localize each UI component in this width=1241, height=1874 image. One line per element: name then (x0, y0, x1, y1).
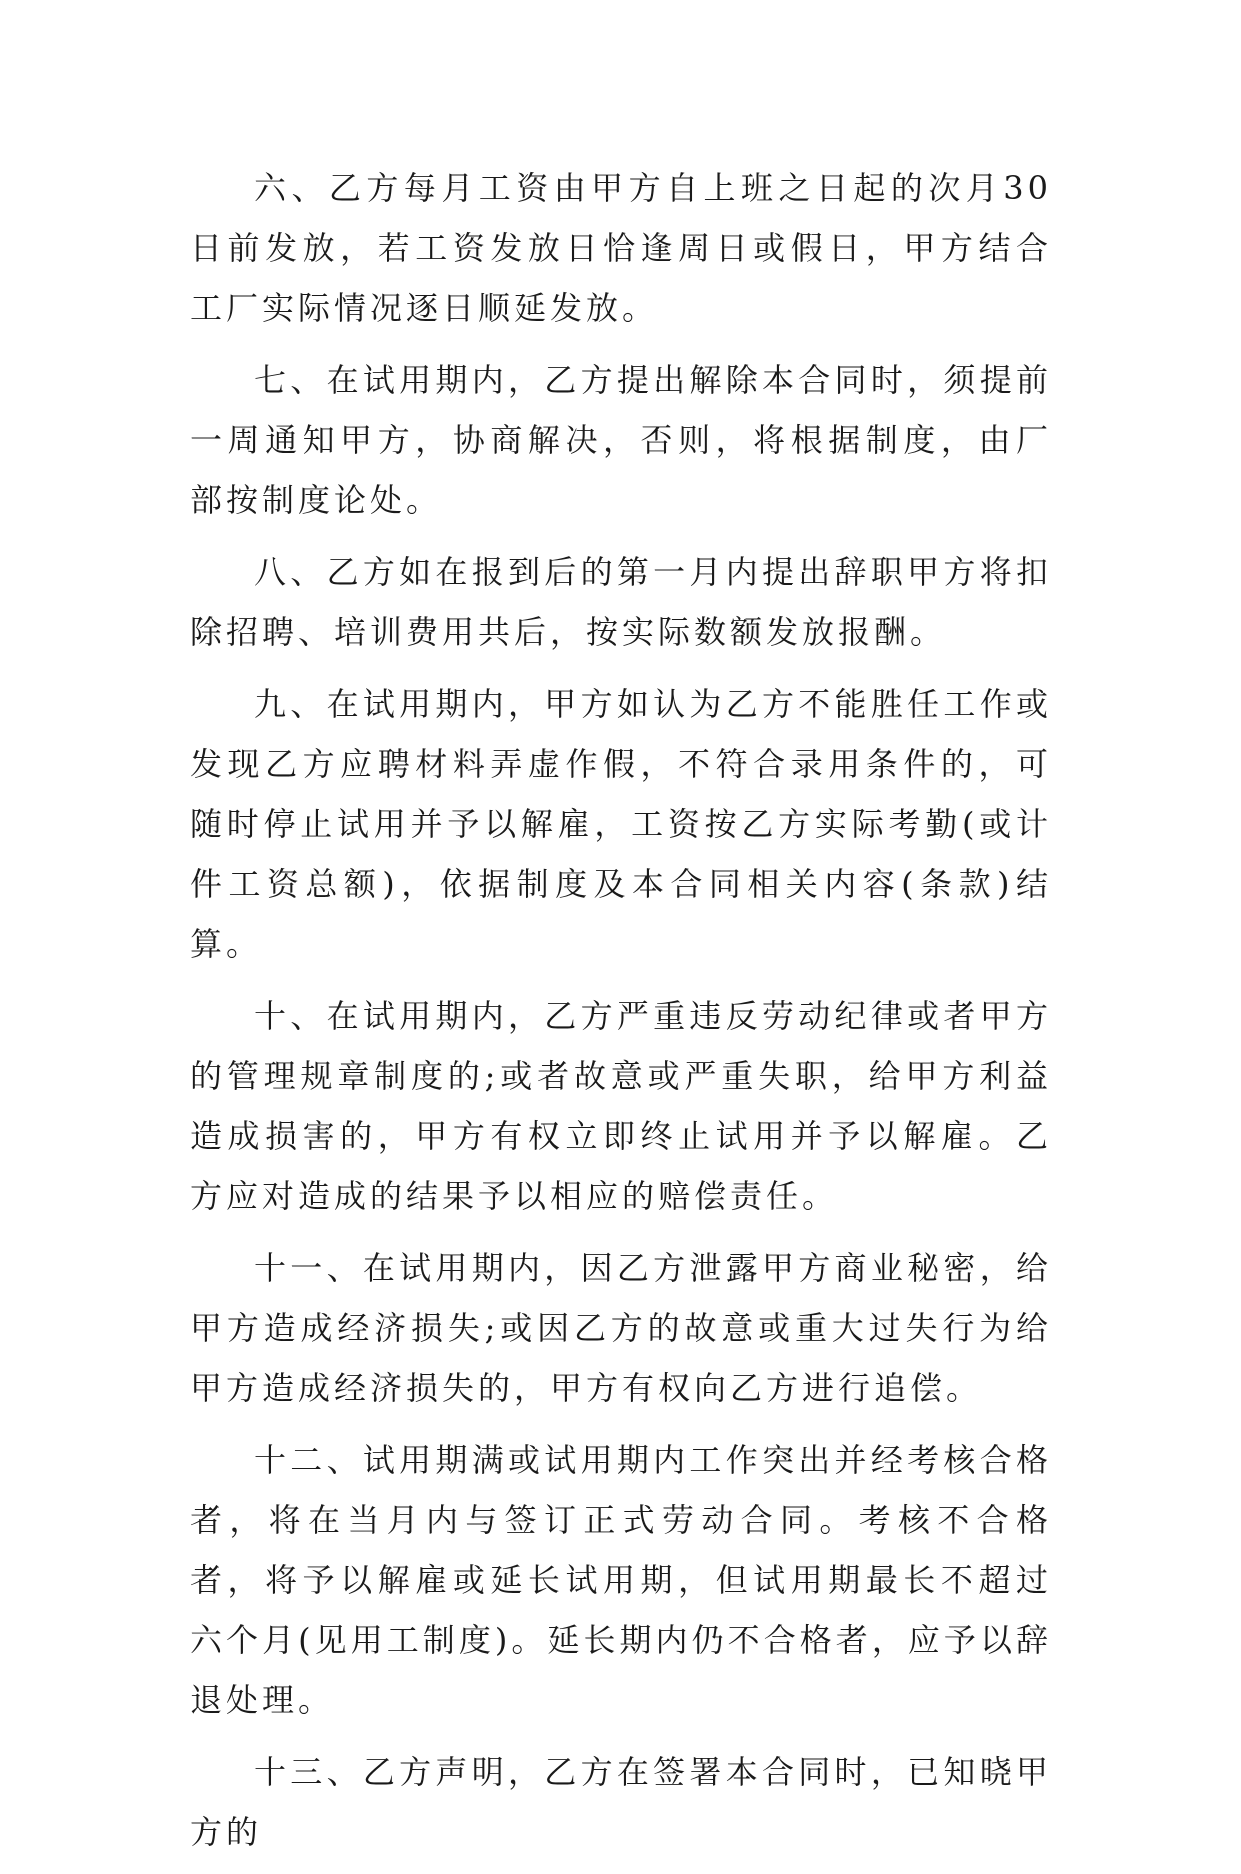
clause-11-paragraph: 十一、在试用期内，因乙方泄露甲方商业秘密，给甲方造成经济损失;或因乙方的故意或重大过失行为给甲方造成经济损失的，甲方有权向乙方进行追偿。 (190, 1249, 1052, 1407)
clause-8-paragraph: 八、乙方如在报到后的第一月内提出辞职甲方将扣除招聘、培训费用共后，按实际数额发放报酬。 (190, 553, 1052, 651)
document-body (190, 158, 1052, 1874)
clause-9-paragraph: 九、在试用期内，甲方如认为乙方不能胜任工作或发现乙方应聘材料弄虚作假，不符合录用条件的，可随时停止试用并予以解雇，工资按乙方实际考勤(或计件工资总额)，依据制度及本合同相关内容(条款)结算。 (190, 685, 1052, 963)
clause-10-paragraph: 十、在试用期内，乙方严重违反劳动纪律或者甲方的管理规章制度的;或者故意或严重失职，给甲方利益造成损害的，甲方有权立即终止试用并予以解雇。乙方应对造成的结果予以相应的赔偿责任。 (190, 997, 1052, 1215)
clause-7-paragraph: 七、在试用期内，乙方提出解除本合同时，须提前一周通知甲方，协商解决，否则，将根据制度，由厂部按制度论处。 (190, 361, 1052, 519)
clause-6-paragraph: 六、乙方每月工资由甲方自上班之日起的次月30日前发放，若工资发放日恰逢周日或假日，甲方结合工厂实际情况逐日顺延发放。 (190, 169, 1052, 327)
clause-13-paragraph: 十三、乙方声明，乙方在签署本合同时，已知晓甲方的 (190, 1753, 1052, 1851)
clause-12-paragraph: 十二、试用期满或试用期内工作突出并经考核合格者，将在当月内与签订正式劳动合同。考核不合格者，将予以解雇或延长试用期，但试用期最长不超过六个月(见用工制度)。延长期内仍不合格者，应予以辞退处理。 (190, 1441, 1052, 1719)
